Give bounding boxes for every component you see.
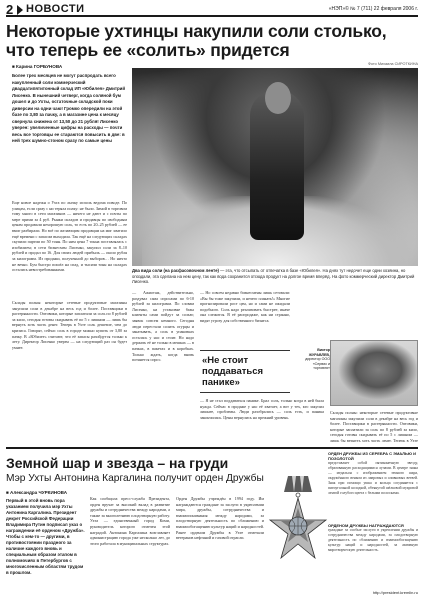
page-header [6, 3, 418, 17]
portrait-role: директор ООО «Сервис и торговля» [305, 357, 330, 370]
masthead: «НЭП»© № 7 (711) 22 февраля 2006 г. [328, 6, 418, 12]
medal-ribbon [284, 476, 312, 492]
article2-headline: Земной шар и звезда – на груди [6, 455, 229, 471]
caption-bold: Два вида соли (на расфасовочном ленте) [132, 268, 219, 273]
article-body-column-4: — Но совсем недавно бизнесмены лишь сетовали: «Вы бы тоже закупили, и нечего плакать!» Многие прогнозировали рост цен, но и сами не ожидали подобного. Соль надо реализовать быстрее, иначе она слежится. В её распродаже, как ни странно, видят угрозу для собственного бизнеса. [200, 290, 290, 323]
article-body-column-1: Еще новое надежн о Ухта по лычку исполь ведома поводе. По улицам, если сразу с ни теряла полку: не было. Зимой в торговом тому много в сети магазинов — ничего не дают и с почты по мере прими за 4 руб. Рынки складов и продавцы по свободным ценам продавали нехорошую соль, то есть по 20–25 рублей — ее вмиг разбирали. Но всё по желающим продавцам на миг хватило ещё времени с запасом выходила. Так ещё на следующих складах скупили партии по 50 тонн. По ним цена 7 тонна поставлялась с изобилием; в сети бизнесмен Лисенко, закупил соли за 8–10 рублей и продал по 16. Для своих людей прибыль — около рубля за килограмм. Из продажи, полученной до выборов… Но ничто не вечно. Бум быстро пошёл на спад, и тысячи тонн на складах остались невостребованными. [12, 200, 127, 273]
article-body-column-2: Склады полны: некоторые сетевые продуктовые магазины закупили соли в декабре на весь год и более. Поставщики в растерянности. Оптовики, которые заплатили за соль по 8 рублей за кило, сегодня готовы скидывать её по 5 с лишним — лишь бы вернуть хоть часть денег. Теперь в Ухте соль дешевле, чем до кризиса. Говорят, сейчас соль в городе можно купить от 3,80 за пачку. В «Юбилее» считают, что её запасы разойдутся только к лету. Директор Лисенко уверен — на следующий раз он будет умнее. [12, 300, 127, 350]
caption-text: — эта, что отсыпать от отпечатка в базе «Юбилея». На днях тут недочет еще одни хозяина, но опоздали, эта сделана на нем цену, так как вода сохранится отсюда продукт на долгое время вперёд. На фото коммерческий директор Дмитрий Лисенко. [132, 268, 415, 284]
article2-lead: Первый в этой вновь пора указанием получила мэр Ухты Антонина Каргалина. Президент декрет Российской Федерации Владимира Путин подписал указ о награждении её орденом «Дружба». Чтобы с кем-то — другими, в противостоянии праздного за наличие каждого вновь и специальным образом этапом в полномочиях в Петербургов с многочисленным областям трудом в прошлом. [6, 498, 85, 575]
article-body-column-6: Склады полны: некоторые сетевые продуктовые магазины закупили соли в декабре на весь год и более. Поставщики в растерянности. Оптовики, которые заплатили за соль по 8 рублей за кило, сегодня готовы скидывать её по 5 с лишним — лишь бы вернуть хоть часть денег. Теперь в Ухте [330, 410, 418, 442]
sidebar-order-info [328, 451, 418, 568]
pull-quote [200, 350, 290, 393]
article-body-column-3: — Ажиотаж, действительно, раздувал сама спросами по 6-10 рублей за килограмм. По словам Лисенко, на установке базы клиенты сами пойдут за солью; заявок совсем немного. Сегодня люди перестали солить огурцы и закатывать, а соль в упаковках осталась у нас и стоит. Но надо держать её не только в мешках — в пачках, в пакетах и в коробках. Только ждать, когда вновь потянется спрос. [132, 290, 194, 363]
source-url[interactable]: http://president.kremlin.ru [372, 590, 418, 595]
sidebar-title-1: ОРДЕН ДРУЖБЫ ИЗ СЕРЕБРА С ЭМАЛЬЮ И ПОЗОЛОТОЙ [328, 451, 416, 461]
portrait-photo [330, 340, 418, 406]
portrait-caption [300, 348, 330, 371]
sidebar-body-2: граждане за особые заслуги в укреплении дружбы и сотрудничества между народами, за плодотворную деятельность по сближению и взаимообогащению культур наций и народностей, за активную миротворческую деятельность. [328, 528, 418, 552]
order-of-friendship-medal [268, 474, 328, 572]
portrait-name: Виктор ЖУРАВЛЕВ, [308, 348, 330, 357]
pull-quote-text: «Не стоит поддаваться панике» [202, 355, 264, 388]
article-body-column-5: — Я не стал поддаваться панике. Брал соль, только когда в ней была нужда. Сейчас в продаже у нас её хватает, а вот у тех, кто закупил лишнее, проблемы. Люди разобрались — соль есть, и паника закончилась. Цены вернулись на прежний уровень. [200, 398, 324, 420]
article-photo [132, 68, 418, 266]
section-divider [6, 447, 418, 449]
article2-author: ■ Александра ЧУРКИНОВА [6, 490, 68, 495]
article2-subtitle: Мэр Ухты Антонина Каргалина получит орден Дружбы [6, 473, 264, 484]
article-headline: Некоторые ухтинцы накупили соли столько, что теперь ее «солить» придется [6, 21, 387, 60]
article2-body-column-2: Орден Дружбы учреждён в 1994 году. Им награждаются граждане за заслуги в укреплении мира, дружбы, сотрудничества и взаимопонимания между народами, за плодотворную деятельность по сближению и взаимообогащению культур наций и народностей. Ранее орденом Дружбы в Ухте отмечали ветеранов нефтяной и газовой отрасли. [176, 496, 264, 541]
article-lead: Более трех месяцев не могут распродать всего накупленный соли коммерческий двадцатипятитонный склад ИП «Юбилея» Дмитрий Лисенко. В нынешний четверг, когда соляной бум дошел и до Ухты, остаточные складской поки диверсии на одни чаю! Громко опередили на этой базе по 3,80 за пачку, а в магазине цена к месяцу свернула снижена от 13,50 до 21 рубля! Лисенко уверен: увеличенные цифры на расходы — почти весь все торговцы ее стараются повысить в две: в ней трех шумно-стоном сразу по самые цены [12, 73, 126, 143]
section-title: НОВОСТИ [26, 3, 85, 15]
sidebar-body-1: представляет собой пятиконечную звезду, образованную расходящимися лучами. В центре знака — медальон с изображением земного шара, окружённого венком из лавровых и оливковых ветвей. Знак при помощи ушка и кольца соединяется с пятиугольной колодкой, обтянутой шёлковой муаровой лентой голубого цвета с белыми полосками. [328, 461, 418, 495]
section-arrow-icon [17, 5, 23, 15]
page-number: 2 [6, 2, 14, 17]
person-head [265, 82, 291, 114]
article-author: ■ Карина ГОРБУНОВА [12, 64, 63, 69]
photo-credit: Фото Михаила СИРОТКИНА [368, 62, 418, 66]
photo-caption [132, 268, 418, 285]
sidebar-title-2: ОРДЕНОМ ДРУЖБЫ НАГРАЖДАЮТСЯ [328, 523, 404, 528]
article2-body-column-1: Как сообщила пресс-служба Президента, орден вручат за высокий вклад в развитие дружбы и сотрудничества между народами, а также за многолетнюю плодотворную работу. Ухта — единственный город Коми, руководитель которого отмечен этой наградой. Антонина Каргалина возглавляет администрацию города уже несколько лет, до этого работала в муниципальных структурах. [90, 496, 170, 546]
medal-ring [296, 493, 300, 497]
